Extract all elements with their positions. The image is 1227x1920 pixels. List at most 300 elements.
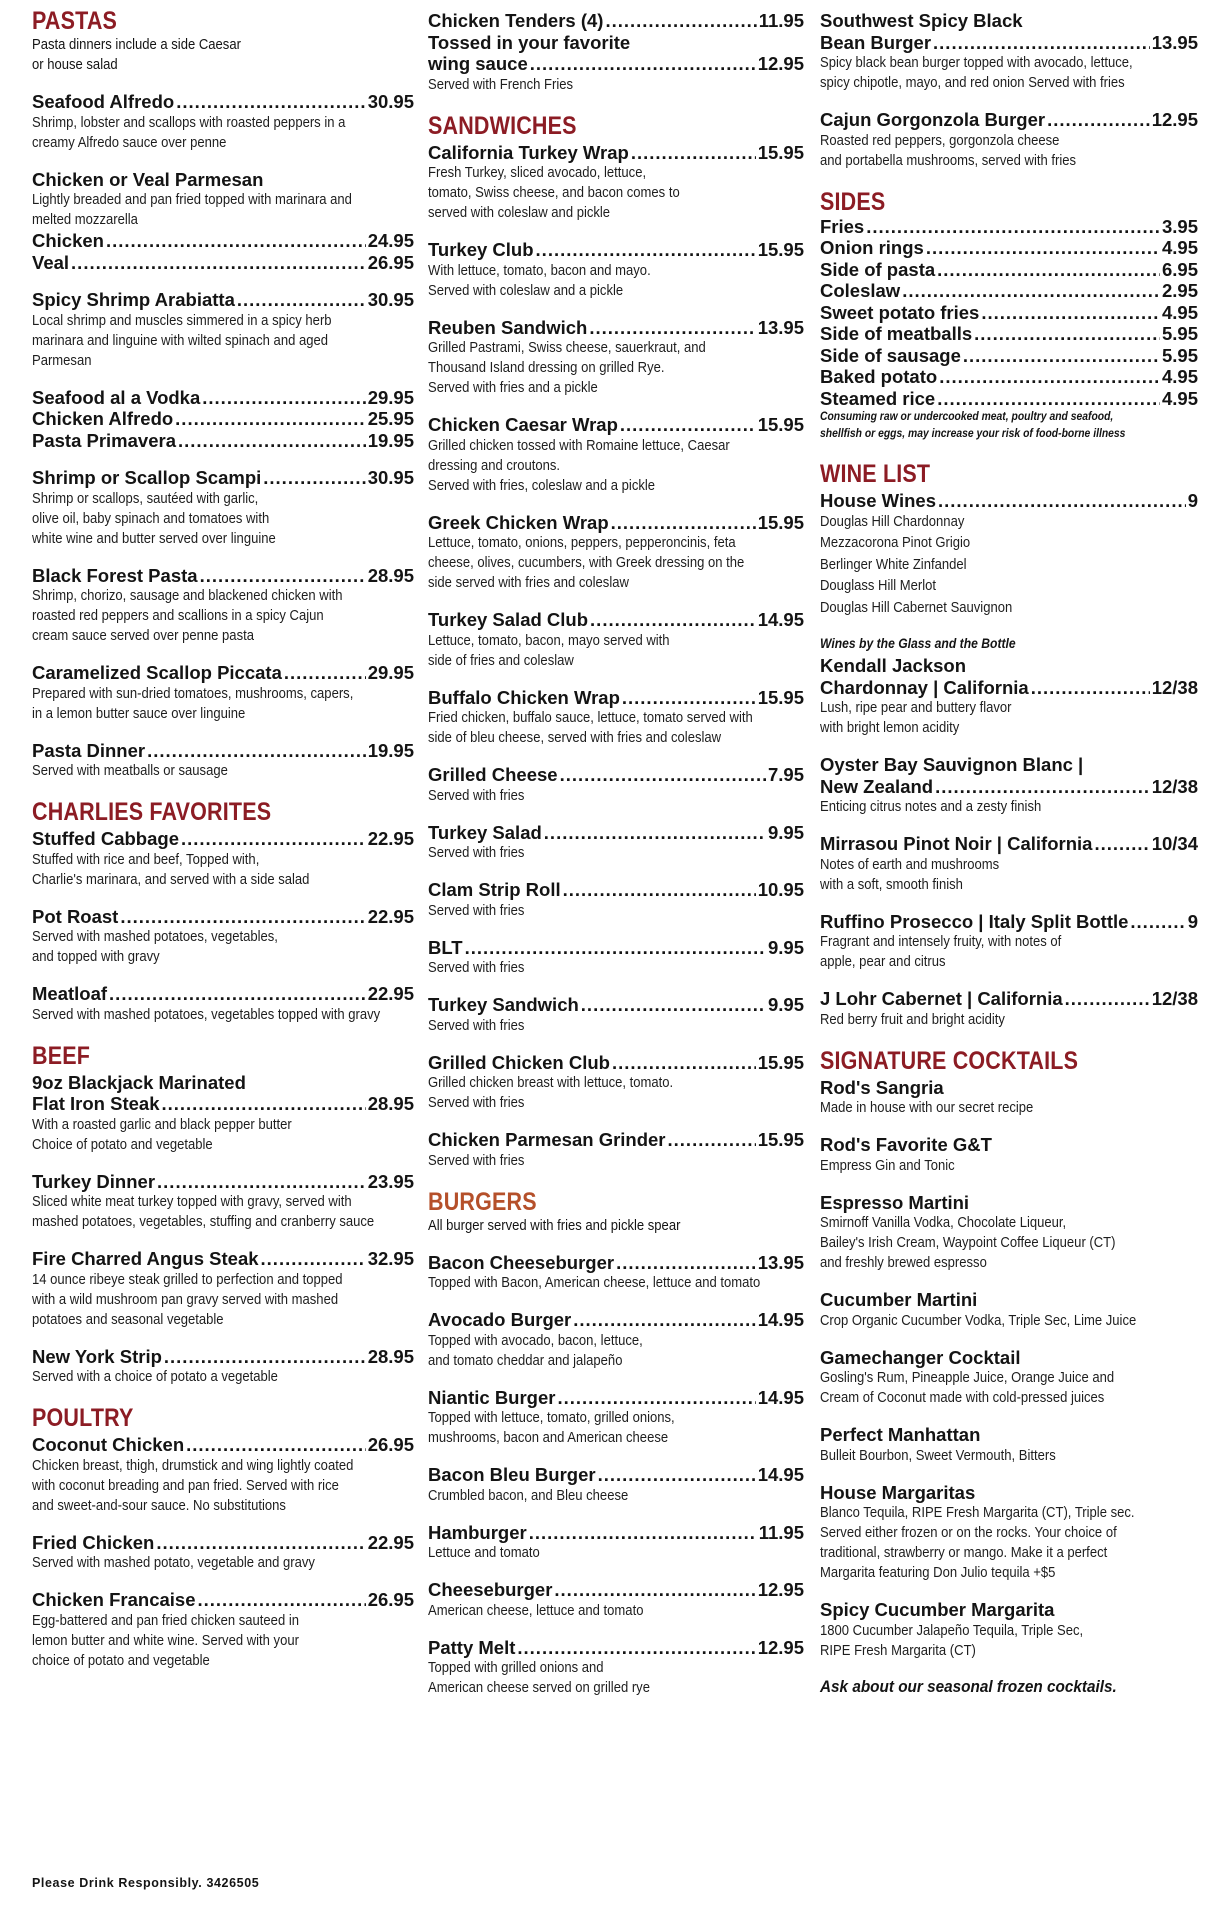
item-name: Chicken Alfredo	[32, 408, 174, 429]
item-desc: with coconut breading and pan fried. Served with rice	[32, 1477, 339, 1494]
item-name: Turkey Sandwich	[428, 994, 579, 1015]
item-price: 28.95	[367, 564, 414, 586]
item-name: Black Forest Pasta	[32, 564, 198, 586]
menu-item-bacon-cheeseburger	[428, 1252, 804, 1294]
item-name: Bacon Bleu Burger	[428, 1464, 596, 1485]
side-item	[820, 216, 1198, 238]
item-price: 7.95	[767, 764, 804, 785]
item-name: Bean Burger	[820, 31, 932, 53]
menu-item-kendall-jackson	[820, 655, 1198, 738]
item-desc: Margarita featuring Don Julio tequila +$5	[820, 1565, 1056, 1581]
item-name: Chicken Parmesan Grinder	[428, 1129, 666, 1150]
item-price: 15.95	[757, 1129, 804, 1150]
item-price: 12/38	[1151, 988, 1198, 1009]
item-name: Chardonnay | California	[820, 676, 1029, 698]
item-desc: Charlie's marinara, and served with a side salad	[32, 871, 310, 888]
menu-item-greek-wrap	[428, 512, 804, 594]
menu-item-mirrasou	[820, 833, 1198, 895]
item-desc: Spicy black bean burger topped with avocado, lettuce,	[820, 55, 1133, 71]
menu-item-grilled-cheese	[428, 764, 804, 806]
menu-item-turkey-salad-club	[428, 609, 804, 671]
menu-column-1	[32, 8, 414, 1671]
item-name: New York Strip	[32, 1345, 162, 1367]
item-desc: Served either frozen or on the rocks. Your choice of	[820, 1525, 1117, 1541]
side-item	[820, 366, 1198, 388]
item-price: 11.95	[758, 1521, 804, 1543]
side-item	[820, 345, 1198, 367]
item-name: Bacon Cheeseburger	[428, 1251, 615, 1273]
item-desc: Served with mashed potatoes, vegetables topped with gravy	[32, 1006, 381, 1023]
wine-name: Mezzacorona Pinot Grigio	[820, 535, 971, 551]
sides-list	[820, 216, 1198, 410]
item-desc: olive oil, baby spinach and tomatoes with	[32, 510, 270, 527]
section-title-sides: SIDES	[820, 187, 886, 216]
item-desc: Lettuce, tomato, bacon, mayo served with	[428, 632, 670, 649]
item-price: 12.95	[1151, 109, 1198, 130]
item-name: Chicken Tenders (4)	[428, 10, 604, 31]
item-price: 22.95	[367, 828, 414, 849]
menu-item-niantic-burger	[428, 1387, 804, 1449]
section-title-beef: BEEF	[32, 1041, 91, 1070]
item-price: 12.95	[757, 1579, 804, 1600]
item-price: 4.95	[1161, 366, 1198, 387]
menu-item-turkey-club	[428, 239, 804, 301]
menu-item-chicken-tenders	[428, 10, 804, 95]
item-desc: 14 ounce ribeye steak grilled to perfection and topped	[32, 1271, 343, 1288]
menu-item-ruffino	[820, 911, 1198, 973]
item-desc: and portabella mushrooms, served with fries	[820, 152, 1077, 169]
item-name: Fried Chicken	[32, 1531, 155, 1553]
item-desc: Topped with grilled onions and	[428, 1660, 604, 1676]
item-price: 10/34	[1151, 833, 1198, 854]
menu-item-avocado-burger	[428, 1309, 804, 1371]
section-title-pastas: PASTAS	[32, 7, 118, 35]
cocktail-item	[820, 1134, 1198, 1176]
item-desc: Served with fries	[428, 1017, 525, 1034]
item-desc: Enticing citrus notes and a zesty finish	[820, 799, 1042, 815]
item-name: Stuffed Cabbage	[32, 828, 179, 849]
item-name: Caramelized Scallop Piccata	[32, 662, 282, 683]
menu-item-buffalo-wrap	[428, 687, 804, 749]
item-desc: Sliced white meat turkey topped with gravy, served with	[32, 1194, 352, 1210]
item-price: 22.95	[367, 1531, 414, 1553]
cocktail-item	[820, 1599, 1198, 1661]
menu-item-seafood-alfredo	[32, 91, 414, 153]
item-name: Grilled Chicken Club	[428, 1051, 610, 1073]
item-desc: Local shrimp and muscles simmered in a spicy herb	[32, 312, 332, 329]
item-desc: Shrimp or scallops, sautéed with garlic,	[32, 490, 259, 507]
wine-name: Douglass Hill Merlot	[820, 578, 937, 594]
item-desc: Fried chicken, buffalo sauce, lettuce, tomato served with	[428, 710, 753, 726]
item-name: Perfect Manhattan	[820, 1424, 981, 1445]
item-name: Cheeseburger	[428, 1579, 553, 1600]
wine-name: Berlinger White Zinfandel	[820, 556, 967, 573]
menu-item-pot-roast	[32, 906, 414, 968]
cocktail-item	[820, 1482, 1198, 1584]
item-name: Clam Strip Roll	[428, 879, 561, 900]
item-price: 12/38	[1151, 676, 1198, 698]
item-price: 26.95	[367, 1589, 414, 1610]
item-price: 15.95	[757, 239, 804, 260]
item-desc: Made in house with our secret recipe	[820, 1100, 1034, 1116]
item-desc: Served with fries and a pickle	[428, 380, 598, 396]
item-name: California Turkey Wrap	[428, 141, 629, 163]
item-desc: Blanco Tequila, RIPE Fresh Margarita (CT), Triple sec.	[820, 1505, 1135, 1521]
item-name: Side of meatballs	[820, 323, 973, 344]
item-name: Avocado Burger	[428, 1309, 572, 1330]
item-name: Buffalo Chicken Wrap	[428, 686, 620, 708]
item-name: Sweet potato fries	[820, 301, 980, 323]
item-price: 12.95	[757, 1636, 804, 1658]
item-desc: choice of potato and vegetable	[32, 1652, 210, 1669]
item-price: 30.95	[367, 467, 414, 488]
item-desc: and freshly brewed espresso	[820, 1255, 987, 1271]
wine-name: Douglas Hill Chardonnay	[820, 513, 965, 530]
item-name: House Margaritas	[820, 1481, 976, 1503]
menu-item-scampi	[32, 467, 414, 549]
item-desc: Served with fries	[428, 1152, 525, 1169]
item-price: 23.95	[367, 1170, 414, 1192]
menu-item-reuben	[428, 317, 804, 399]
item-name: Steamed rice	[820, 387, 936, 409]
item-name: Seafood al a Vodka	[32, 386, 201, 408]
item-price: 9.95	[767, 936, 804, 958]
item-price: 28.95	[367, 1345, 414, 1367]
item-name: 9oz Blackjack Marinated	[32, 1071, 246, 1093]
item-desc: With a roasted garlic and black pepper butter	[32, 1116, 292, 1133]
menu-item-stuffed-cabbage	[32, 828, 414, 890]
menu-item-bacon-bleu-burger	[428, 1464, 804, 1506]
menu-item-pasta-dinner	[32, 740, 414, 782]
item-desc: mushrooms, bacon and American cheese	[428, 1430, 669, 1446]
side-item	[820, 237, 1198, 259]
item-desc: Grilled chicken tossed with Romaine lettuce, Caesar	[428, 437, 730, 454]
section-title-burgers: BURGERS	[428, 1187, 537, 1216]
item-desc: Crumbled bacon, and Bleu cheese	[428, 1487, 629, 1504]
item-price: 13.95	[757, 1251, 804, 1273]
menu-item-chicken-veal-parmesan	[32, 169, 414, 274]
item-desc: Roasted red peppers, gorgonzola cheese	[820, 132, 1060, 149]
item-name: Spicy Cucumber Margarita	[820, 1599, 1055, 1620]
item-name: Cucumber Martini	[820, 1289, 978, 1310]
item-desc: and tomato cheddar and jalapeño	[428, 1352, 623, 1369]
wine-subhead: Wines by the Glass and the Bottle	[820, 636, 1016, 651]
item-price: 32.95	[367, 1248, 414, 1269]
item-name: Chicken or Veal Parmesan	[32, 168, 264, 190]
item-desc: with bright lemon acidity	[820, 720, 960, 736]
section-title-poultry: POULTRY	[32, 1404, 134, 1432]
menu-item-piccata	[32, 662, 414, 724]
menu-column-2	[428, 8, 804, 1698]
food-safety-warning: shellfish or eggs, may increase your risk of food-borne illness	[820, 428, 1126, 440]
item-desc: Lightly breaded and pan fried topped with marinara and	[32, 192, 352, 208]
item-desc: side served with fries and coleslaw	[428, 575, 629, 591]
menu-item-turkey-salad	[428, 822, 804, 864]
item-price: 14.95	[757, 609, 804, 630]
item-price: 4.95	[1161, 301, 1198, 323]
item-price: 2.95	[1161, 280, 1198, 301]
item-name: Pasta Primavera	[32, 429, 176, 451]
item-name: Espresso Martini	[820, 1191, 970, 1213]
menu-item-oyster-bay	[820, 754, 1198, 817]
item-price: 9.95	[767, 994, 804, 1015]
item-price: 4.95	[1161, 237, 1198, 258]
item-price: 28.95	[367, 1093, 414, 1114]
item-desc: Gosling's Rum, Pineapple Juice, Orange Juice and	[820, 1370, 1115, 1386]
item-desc: Topped with Bacon, American cheese, lettuce and tomato	[428, 1275, 761, 1291]
item-name: Fire Charred Angus Steak	[32, 1248, 259, 1269]
menu-item-group-vodka-alfredo-primavera	[32, 387, 414, 452]
item-desc: Thousand Island dressing on grilled Rye.	[428, 360, 665, 376]
item-price: 30.95	[367, 289, 414, 310]
menu-item-flat-iron	[32, 1072, 414, 1155]
item-desc: Prepared with sun-dried tomatoes, mushrooms, capers,	[32, 685, 354, 702]
item-desc: Smirnoff Vanilla Vodka, Chocolate Liqueur,	[820, 1215, 1067, 1231]
item-desc: tomato, Swiss cheese, and bacon comes to	[428, 185, 680, 201]
item-name: Southwest Spicy Black	[820, 10, 1023, 31]
item-desc: Shrimp, chorizo, sausage and blackened chicken with	[32, 588, 343, 604]
wine-name: Douglas Hill Cabernet Sauvignon	[820, 599, 1013, 616]
cocktail-item	[820, 1347, 1198, 1409]
item-name: Chicken Francaise	[32, 1589, 196, 1610]
item-price: 14.95	[757, 1309, 804, 1330]
item-desc: American cheese, lettuce and tomato	[428, 1602, 644, 1619]
menu-item-meatloaf	[32, 983, 414, 1025]
item-price: 11.95	[758, 10, 804, 31]
item-desc: Parmesan	[32, 352, 92, 369]
item-price: 14.95	[757, 1386, 804, 1408]
cocktail-item	[820, 1077, 1198, 1119]
item-desc: 1800 Cucumber Jalapeño Tequila, Triple Sec,	[820, 1622, 1084, 1639]
item-name: Rod's Favorite G&T	[820, 1134, 992, 1155]
item-name: Turkey Salad Club	[428, 609, 589, 630]
item-price: 15.95	[757, 141, 804, 163]
item-name: House Wines	[820, 490, 936, 511]
item-price: 4.95	[1161, 387, 1198, 409]
item-price: 10.95	[757, 879, 804, 900]
item-desc: mashed potatoes, vegetables, stuffing and cranberry sauce	[32, 1214, 375, 1230]
item-name: Oyster Bay Sauvignon Blanc |	[820, 754, 1084, 775]
item-price: 25.95	[367, 408, 414, 429]
item-desc: Lush, ripe pear and buttery flavor	[820, 700, 1012, 716]
item-price: 22.95	[367, 983, 414, 1004]
side-item	[820, 302, 1198, 324]
item-name: Veal	[32, 251, 70, 273]
side-item	[820, 259, 1198, 281]
item-desc: Served with coleslaw and a pickle	[428, 282, 624, 299]
item-name: J Lohr Cabernet | California	[820, 988, 1063, 1009]
item-name: Shrimp or Scallop Scampi	[32, 467, 262, 488]
item-desc: served with coleslaw and pickle	[428, 205, 611, 221]
item-name: Mirrasou Pinot Noir | California	[820, 833, 1093, 854]
item-name: Grilled Cheese	[428, 764, 558, 785]
section-title-sandwiches: SANDWICHES	[428, 111, 577, 140]
item-desc: Served with fries	[428, 960, 525, 976]
item-price: 14.95	[757, 1464, 804, 1485]
item-price: 13.95	[757, 316, 804, 338]
menu-item-spicy-shrimp	[32, 289, 414, 371]
menu-item-jlohr	[820, 988, 1198, 1030]
menu-item-house-wines	[820, 490, 1198, 619]
item-desc: Served with fries	[428, 1095, 525, 1111]
item-price: 5.95	[1161, 323, 1198, 344]
item-desc: Served with fries	[428, 787, 525, 804]
item-name: Niantic Burger	[428, 1386, 556, 1408]
item-name: Side of pasta	[820, 258, 936, 280]
menu-item-cheeseburger	[428, 1579, 804, 1621]
menu-item-black-forest	[32, 565, 414, 647]
item-price: 29.95	[367, 662, 414, 683]
item-desc: creamy Alfredo sauce over penne	[32, 134, 227, 151]
side-item	[820, 388, 1198, 410]
item-name: Reuben Sandwich	[428, 316, 588, 338]
cocktail-item	[820, 1424, 1198, 1466]
item-desc: side of bleu cheese, served with fries and coleslaw	[428, 730, 722, 746]
item-price: 26.95	[367, 1434, 414, 1455]
item-price: 15.95	[757, 414, 804, 435]
item-name: Chicken Caesar Wrap	[428, 414, 618, 435]
item-name: Ruffino Prosecco | Italy Split Bottle	[820, 910, 1129, 932]
item-price: 9	[1187, 910, 1198, 932]
item-desc: Fragrant and intensely fruity, with notes of	[820, 934, 1062, 950]
item-desc: Served with mashed potato, vegetable and gravy	[32, 1555, 315, 1571]
item-desc: cheese, olives, cucumbers, with Greek dressing on the	[428, 555, 745, 571]
item-price: 13.95	[1151, 31, 1198, 53]
item-desc: Served with a choice of potato a vegetable	[32, 1369, 278, 1385]
item-desc: roasted red peppers and scallions in a spicy Cajun	[32, 608, 324, 624]
menu-item-chicken-francaise	[32, 1589, 414, 1671]
item-price: 15.95	[757, 511, 804, 533]
item-price: 9.95	[767, 821, 804, 843]
item-name: Fries	[820, 215, 865, 237]
item-name: Rod's Sangria	[820, 1076, 944, 1098]
item-price: 19.95	[367, 739, 414, 761]
item-price: 15.95	[757, 686, 804, 708]
item-name: Gamechanger Cocktail	[820, 1346, 1021, 1368]
menu-column-3	[820, 8, 1198, 1697]
item-name: Coconut Chicken	[32, 1434, 185, 1455]
item-name: wing sauce	[428, 53, 528, 74]
item-desc: Empress Gin and Tonic	[820, 1157, 955, 1174]
item-name: Turkey Dinner	[32, 1170, 156, 1192]
item-name: Pasta Dinner	[32, 739, 146, 761]
item-name: Hamburger	[428, 1521, 527, 1543]
item-name: Greek Chicken Wrap	[428, 511, 609, 533]
item-name: Coleslaw	[820, 280, 901, 301]
item-name: Flat Iron Steak	[32, 1093, 160, 1114]
item-desc: and topped with gravy	[32, 949, 160, 965]
item-desc: Lettuce and tomato	[428, 1545, 540, 1561]
item-name: New Zealand	[820, 775, 934, 797]
section-title-charlies: CHARLIES FAVORITES	[32, 798, 272, 826]
burgers-intro: All burger served with fries and pickle spear	[428, 1217, 681, 1234]
item-name: Chicken	[32, 230, 104, 251]
item-desc: potatoes and seasonal vegetable	[32, 1311, 224, 1328]
item-price: 9	[1187, 490, 1198, 511]
item-name: Tossed in your favorite	[428, 31, 631, 53]
item-name: Spicy Shrimp Arabiatta	[32, 289, 235, 310]
item-desc: Served with fries, coleslaw and a pickle	[428, 477, 656, 494]
menu-item-angus-steak	[32, 1248, 414, 1330]
item-desc: Bailey's Irish Cream, Waypoint Coffee Liqueur (CT)	[820, 1235, 1116, 1251]
section-title-wine: WINE LIST	[820, 460, 931, 488]
pastas-intro-1: Pasta dinners include a side Caesar	[32, 37, 241, 53]
item-desc: and sweet-and-sour sauce. No substitutions	[32, 1497, 286, 1514]
item-price: 30.95	[367, 91, 414, 112]
item-price: 26.95	[367, 251, 414, 273]
cocktail-item	[820, 1192, 1198, 1274]
item-name: Pot Roast	[32, 905, 119, 927]
item-price: 24.95	[367, 230, 414, 251]
footer-note: Please Drink Responsibly. 3426505	[32, 1876, 260, 1890]
menu-item-caesar-wrap	[428, 414, 804, 496]
item-desc: Cream of Coconut made with cold-pressed juices	[820, 1390, 1105, 1406]
item-price: 12.95	[757, 53, 804, 74]
item-desc: Stuffed with rice and beef, Topped with,	[32, 851, 260, 868]
menu-item-patty-melt	[428, 1637, 804, 1699]
item-name: Side of sausage	[820, 344, 961, 366]
side-item	[820, 280, 1198, 302]
item-desc: Crop Organic Cucumber Vodka, Triple Sec, Lime Juice	[820, 1312, 1137, 1329]
item-price: 6.95	[1161, 258, 1198, 280]
item-desc: Served with mashed potatoes, vegetables,	[32, 929, 278, 945]
section-title-cocktails: SIGNATURE COCKTAILS	[820, 1046, 1079, 1075]
item-desc: Fresh Turkey, sliced avocado, lettuce,	[428, 165, 647, 181]
item-name: Kendall Jackson	[820, 655, 967, 676]
item-desc: spicy chipotle, mayo, and red onion Served with fries	[820, 75, 1125, 91]
item-desc: Served with French Fries	[428, 76, 574, 93]
item-desc: RIPE Fresh Margarita (CT)	[820, 1642, 976, 1659]
menu-item-hamburger	[428, 1522, 804, 1564]
item-desc: in a lemon butter sauce over linguine	[32, 705, 246, 722]
item-desc: Served with fries	[428, 845, 525, 861]
item-name: Turkey Club	[428, 239, 534, 260]
cocktail-item	[820, 1289, 1198, 1331]
item-desc: Shrimp, lobster and scallops with roasted peppers in a	[32, 114, 346, 131]
menu-item-southwest-burger	[820, 10, 1198, 93]
item-price: 3.95	[1161, 215, 1198, 237]
menu-item-coconut-chicken	[32, 1434, 414, 1516]
item-name: Meatloaf	[32, 983, 108, 1004]
menu-item-grilled-chicken-club	[428, 1052, 804, 1114]
item-desc: traditional, strawberry or mango. Make it a perfect	[820, 1545, 1108, 1561]
item-desc: melted mozzarella	[32, 212, 138, 228]
item-desc: apple, pear and citrus	[820, 954, 946, 970]
item-name: BLT	[428, 936, 463, 958]
item-desc: Chicken breast, thigh, drumstick and wing lightly coated	[32, 1457, 354, 1474]
pastas-intro-2: or house salad	[32, 57, 118, 73]
menu-item-turkey-sandwich	[428, 994, 804, 1036]
item-desc: With lettuce, tomato, bacon and mayo.	[428, 262, 651, 279]
item-price: 29.95	[367, 386, 414, 408]
food-safety-warning: Consuming raw or undercooked meat, poultry and seafood,	[820, 411, 1114, 423]
item-desc: Notes of earth and mushrooms	[820, 856, 1000, 873]
item-desc: Egg-battered and pan fried chicken sauteed in	[32, 1612, 299, 1629]
item-desc: Bulleit Bourbon, Sweet Vermouth, Bitters	[820, 1447, 1056, 1464]
menu-item-cajun-burger	[820, 109, 1198, 171]
item-desc: Red berry fruit and bright acidity	[820, 1011, 1005, 1028]
item-desc: lemon butter and white wine. Served with your	[32, 1632, 299, 1649]
item-desc: Topped with lettuce, tomato, grilled onions,	[428, 1410, 675, 1426]
item-name: Seafood Alfredo	[32, 91, 175, 112]
item-name: Baked potato	[820, 366, 938, 387]
item-price: 15.95	[757, 1051, 804, 1073]
item-name: Cajun Gorgonzola Burger	[820, 109, 1046, 130]
item-price: 19.95	[367, 429, 414, 451]
item-desc: dressing and croutons.	[428, 457, 561, 474]
seasonal-cocktails-note: Ask about our seasonal frozen cocktails.	[820, 1676, 1117, 1696]
item-desc: with a wild mushroom pan gravy served with mashed	[32, 1291, 339, 1308]
